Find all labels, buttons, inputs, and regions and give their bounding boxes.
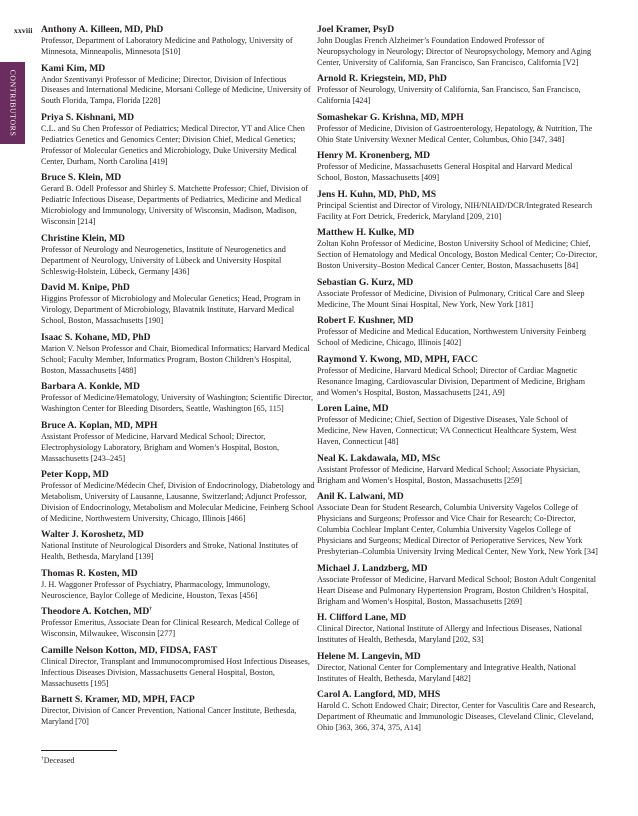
contributor-entry — [317, 277, 599, 311]
contributor-entry — [41, 568, 315, 602]
contributor-affiliation: Clinical Director, National Institute of Allergy and Infectious Diseases, National Institutes of Health, Bethesda, Maryland [202, S3] — [317, 624, 583, 645]
contributor-entry — [317, 354, 599, 399]
contributor-name-text: Bruce A. Koplan, MD, MPH — [41, 419, 158, 431]
contributor-name — [317, 563, 599, 575]
contributor-affiliation: Andor Szentivanyi Professor of Medicine; Director, Division of Infectious Diseases and International Medicine, Morsani College of Medicine, University of South Florida, Tampa, Florida [228] — [41, 74, 311, 106]
contributor-affiliation: Marion V. Nelson Professor and Chair, Biomedical Informatics; Harvard Medical School; Faculty Member, Informatics Program, Boston Children’s Hospital, Boston, Massachusetts [488] — [41, 343, 310, 375]
contributor-name — [317, 150, 599, 162]
contributor-name-text: Matthew H. Kulke, MD — [317, 227, 415, 239]
contributor-entry — [41, 332, 315, 377]
contributor-name — [41, 24, 315, 36]
contributor-entry — [41, 420, 315, 465]
contributor-affiliation: Professor of Medicine, Harvard Medical School; Director of Cardiac Magnetic Resonance Imaging, Cardiovascular Division, Department of Medicine, Brigham and Women’s Hospital, Boston, Massachusetts [241, A9] — [317, 365, 586, 397]
contributor-name-text: Barbara A. Konkle, MD — [41, 381, 140, 393]
contributor-name — [317, 354, 599, 366]
contributor-name — [41, 282, 315, 294]
contributor-name — [317, 651, 599, 663]
contributor-entry — [41, 112, 315, 168]
contributor-name-text: Walter J. Koroshetz, MD — [41, 529, 144, 541]
contributor-affiliation: Director, Division of Cancer Prevention, National Cancer Institute, Bethesda, Maryland [70] — [41, 706, 297, 727]
contributor-name — [317, 189, 599, 201]
contributor-entry — [41, 63, 315, 108]
contributor-name — [317, 612, 599, 624]
contributor-entry — [41, 529, 315, 563]
contributor-affiliation: Principal Scientist and Director of Virology, NIH/NIAID/DCR/Integrated Research Facility at Fort Detrick, Frederick, Maryland [209, 210] — [317, 200, 593, 221]
contributor-name — [317, 315, 599, 327]
contributor-affiliation: Professor of Neurology, University of California, San Francisco, San Francisco, California [424] — [317, 85, 581, 106]
contributor-affiliation: Professor of Medicine and Medical Education, Northwestern University Feinberg School of Medicine, Chicago, Illinois [402] — [317, 327, 587, 348]
contributor-entry — [41, 24, 315, 58]
contributor-entry — [317, 563, 599, 608]
contributor-entry — [317, 453, 599, 487]
contributor-name-text: Isaac S. Kohane, MD, PhD — [41, 331, 151, 343]
contributor-name-text: Robert F. Kushner, MD — [317, 315, 414, 327]
contributor-affiliation: Professor of Medicine; Chief, Section of Digestive Diseases, Yale School of Medicine, New Haven, Connecticut; VA Connecticut Healthcare System, West Haven, Connecticut [48] — [317, 415, 577, 447]
contributor-name — [317, 403, 599, 415]
contributor-affiliation: Clinical Director, Transplant and Immunocompromised Host Infectious Diseases, Infectious Diseases Division, Massachusetts General Hospital, Boston, Massachusetts [195] — [41, 656, 310, 688]
contributor-name-text: Joel Kramer, PsyD — [317, 24, 395, 35]
contributor-name-text: Christine Klein, MD — [41, 232, 125, 244]
contributor-name-text: David M. Knipe, PhD — [41, 282, 130, 294]
contributor-affiliation: Professor Emeritus, Associate Dean for Clinical Research, Medical College of Wisconsin, Milwaukee, Wisconsin [277] — [41, 618, 300, 639]
contributor-affiliation: John Douglas French Alzheimer’s Foundation Endowed Professor of Neuropsychology in Neurology; Director of Neuropsychology, Memory and Aging Center, University of California, San Francisco, San Francisco, California [V2] — [317, 36, 592, 67]
contributor-entry — [317, 612, 599, 646]
contributor-entry — [317, 227, 599, 272]
contributor-affiliation: Professor, Department of Laboratory Medicine and Pathology, University of Minnesota, Minneapolis, Minnesota [S10] — [41, 36, 293, 56]
contributor-name-text: Jens H. Kuhn, MD, PhD, MS — [317, 188, 437, 200]
footnote-mark: † — [41, 755, 44, 762]
contributor-entry — [41, 694, 315, 728]
contributor-name — [41, 63, 315, 75]
contributor-name-text: Somashekar G. Krishna, MD, MPH — [317, 111, 464, 123]
contributor-name-text: Anil K. Lalwani, MD — [317, 491, 404, 503]
contributor-name-text: Neal K. Lakdawala, MD, MSc — [317, 452, 441, 464]
contributor-name-text: Henry M. Kronenberg, MD — [317, 150, 431, 162]
contributor-name — [317, 491, 599, 503]
contributor-entry — [317, 315, 599, 349]
contributor-name — [317, 24, 599, 36]
contributor-name-text: Carol A. Langford, MD, MHS — [317, 689, 441, 701]
contributor-name-text: Helene M. Langevin, MD — [317, 650, 421, 662]
contributor-entry — [41, 645, 315, 690]
contributor-name — [41, 694, 315, 706]
contributor-entry — [317, 403, 599, 448]
contributor-name-text: Sebastian G. Kurz, MD — [317, 276, 414, 288]
contributor-name-text: Arnold R. Kriegstein, MD, PhD — [317, 73, 447, 85]
footnote-rule — [41, 750, 117, 751]
contributor-entry — [41, 233, 315, 278]
contributor-entry — [41, 172, 315, 228]
contributor-affiliation: Associate Professor of Medicine, Division of Pulmonary, Critical Care and Sleep Medicine, The Mount Sinai Hospital, New York, New York [181] — [317, 288, 585, 309]
contributor-name — [317, 73, 599, 85]
contributor-entry — [317, 189, 599, 223]
contributor-entry — [317, 689, 599, 734]
contributor-name — [41, 529, 315, 541]
contributor-name — [317, 112, 599, 124]
section-tab-label: CONTRIBUTORS — [8, 69, 17, 137]
contributor-affiliation: Professor of Medicine, Division of Gastroenterology, Hepatology, & Nutrition, The Ohio State University Wexner Medical Center, Columbus, Ohio [347, 348] — [317, 123, 593, 144]
contributor-affiliation: Director, National Center for Complementary and Integrative Health, National Institutes of Health, Bethesda, Maryland [482] — [317, 662, 576, 683]
contributor-entry — [317, 150, 599, 184]
contributor-name — [41, 420, 315, 432]
contributor-name-text: Loren Laine, MD — [317, 403, 389, 415]
contributor-name-text: Camille Nelson Kotton, MD, FIDSA, FAST — [41, 644, 218, 656]
contributor-name — [41, 381, 315, 393]
contributor-affiliation: Professor of Neurology and Neurogenetics, Institute of Neurogenetics and Department of Neurology, University of Lübeck and University Hospital Schleswig-Holstein, Lübeck, Germany [436] — [41, 244, 286, 276]
contributor-name — [317, 453, 599, 465]
contributor-name-text: Michael J. Landzberg, MD — [317, 562, 428, 574]
contributor-entry — [41, 381, 315, 415]
contributor-affiliation: J. H. Waggoner Professor of Psychiatry, Pharmacology, Immunology, Neuroscience, Baylor College of Medicine, Houston, Texas [456] — [41, 579, 271, 600]
left-column — [41, 24, 315, 733]
contributor-name — [317, 277, 599, 289]
contributor-affiliation: Higgins Professor of Microbiology and Molecular Genetics; Head, Program in Virology, Department of Microbiology, Blavatnik Institute, Harvard Medical School, Boston, Massachusetts [190] — [41, 294, 301, 326]
contributor-name-text: Bruce S. Klein, MD — [41, 172, 122, 184]
contributor-entry — [317, 24, 599, 69]
contributor-entry — [41, 606, 315, 640]
contributor-name — [41, 172, 315, 184]
contributor-name-text: Anthony A. Killeen, MD, PhD — [41, 24, 164, 35]
contributor-name-text: Priya S. Kishnani, MD — [41, 111, 135, 123]
contributor-entry — [317, 651, 599, 685]
contributor-affiliation: Harold C. Schott Endowed Chair; Director, Center for Vasculitis Care and Research, Department of Rheumatic and Immunologic Diseases, Cleveland Clinic, Cleveland, Ohio [363, 366, 374, 375, A14] — [317, 701, 596, 733]
contributor-entry — [41, 469, 315, 525]
right-column — [317, 24, 599, 739]
contributor-name-text: Kami Kim, MD — [41, 62, 106, 74]
contributor-entry — [41, 282, 315, 327]
footnote-text: Deceased — [43, 756, 75, 765]
contributor-name-text: Theodore A. Kotchen, MD — [41, 606, 150, 618]
contributor-affiliation: Professor of Medicine/Médecin Chef, Division of Endocrinology, Diabetology and Metabolism, University of Lausanne, Lausanne, Switzerland; Adjunct Professor, Division of Endocrinology, Metabolism and Molecular Medicine, Feinberg School of Medicine, Northwestern University, Chicago, Illinois [466] — [41, 481, 315, 523]
contributor-affiliation: National Institute of Neurological Disorders and Stroke, National Institutes of Health, Bethesda, Maryland [139] — [41, 541, 299, 562]
contributor-name-text: Thomas R. Kosten, MD — [41, 567, 138, 579]
contributor-affiliation: Professor of Medicine, Massachusetts General Hospital and Harvard Medical School, Boston, Massachusetts [409] — [317, 162, 573, 183]
contributor-name — [317, 689, 599, 701]
contributor-name-text: Peter Kopp, MD — [41, 469, 109, 481]
contributor-name — [41, 112, 315, 124]
footnote — [41, 756, 74, 765]
contributor-name-text: Barnett S. Kramer, MD, MPH, FACP — [41, 694, 195, 706]
contributor-affiliation: Assistant Professor of Medicine, Harvard Medical School; Associate Physician, Brigham and Women’s Hospital, Boston, Massachusetts [259] — [317, 464, 581, 485]
contributor-name-text: H. Clifford Lane, MD — [317, 612, 407, 624]
page-number: xxviii — [14, 26, 33, 35]
contributor-name — [41, 606, 315, 618]
contributor-name — [41, 469, 315, 481]
contributor-affiliation: Zoltan Kohn Professor of Medicine, Boston University School of Medicine; Chief, Section of Hematology and Medical Oncology, Boston Medical Center; Co-Director, Boston University–Boston Medical Cancer Center, Boston, Massachusetts [84] — [317, 239, 598, 271]
deceased-mark: † — [149, 606, 153, 613]
contributor-affiliation: C.L. and Su Chen Professor of Pediatrics; Medical Director, YT and Alice Chen Pediatrics Genetics and Genomics Center; Division Chief, Medical Genetics; Professor of Molecular Genetics and Microbiology, Duke University Medical Center, Durham, North Carolina [419] — [41, 123, 305, 166]
contributor-name — [41, 568, 315, 580]
contributor-name — [41, 233, 315, 245]
contributor-name — [41, 645, 315, 657]
contributor-entry — [317, 73, 599, 107]
contributor-name — [41, 332, 315, 344]
contributor-entry — [317, 112, 599, 146]
contributor-affiliation: Gerard B. Odell Professor and Shirley S. Matchette Professor; Chief, Division of Pediatric Infectious Disease, Departments of Pediatrics, Medicine and Medical Microbiology and Immunology, University of Wisconsin, Madison, Madison, Wisconsin [214] — [41, 184, 309, 227]
section-tab — [0, 62, 25, 144]
contributor-affiliation: Associate Professor of Medicine, Harvard Medical School; Boston Adult Congenital Heart Disease and Pulmonary Hypertension Program, Boston Children’s Hospital, Brigham and Women’s Hospital, Boston, Massachusetts [269] — [317, 574, 597, 606]
contributor-affiliation: Assistant Professor of Medicine, Harvard Medical School; Director, Electrophysiology Laboratory, Brigham and Women’s Hospital, Boston, Massachusetts [243–245] — [41, 431, 280, 463]
contributor-affiliation: Associate Dean for Student Research, Columbia University Vagelos College of Physicians and Surgeons; Professor and Vice Chair for Research; Co-Director, Columbia Cochlear Implant Center, Columbia University Vagelos College of Physicians and Surgeons; Medical Director of Perioperative Services, New York Presbyterian–Columbia University Irving Medical Center, New York, New York [34] — [317, 503, 598, 557]
contributor-affiliation: Professor of Medicine/Hematology, University of Washington; Scientific Director, Washington Center for Bleeding Disorders, Seattle, Washington [65, 115] — [41, 393, 314, 414]
contributor-name-text: Raymond Y. Kwong, MD, MPH, FACC — [317, 353, 478, 365]
contributor-name — [317, 227, 599, 239]
contributor-entry — [317, 491, 599, 558]
